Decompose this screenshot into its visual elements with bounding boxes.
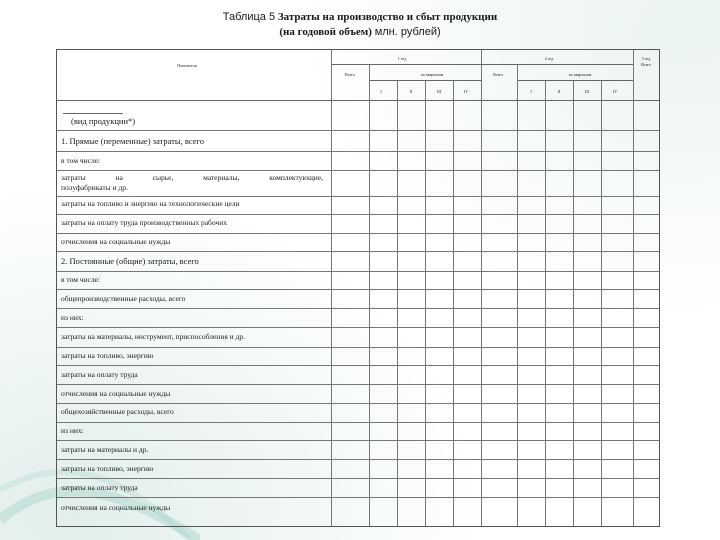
row-line xyxy=(57,478,659,479)
row-labor-2: затраты на оплату труда xyxy=(61,483,138,492)
row-of-them-2: из них: xyxy=(61,426,84,435)
row-social-2: отчисления на социальные нужды xyxy=(61,389,171,398)
row-line xyxy=(57,170,659,171)
header-q1-year2: I xyxy=(530,89,532,94)
product-label: (вид продукции*) xyxy=(71,116,136,126)
row-line xyxy=(57,403,659,404)
row-line xyxy=(57,271,659,272)
header-q3-year1: III xyxy=(437,89,441,94)
header-q3-year2: III xyxy=(585,89,589,94)
header-year1: 1 год xyxy=(397,56,407,61)
row-labor-production: затраты на оплату труда производственных рабочих xyxy=(61,218,227,227)
table-title xyxy=(0,10,720,40)
row-line xyxy=(57,289,659,290)
col-line xyxy=(481,50,482,526)
title-line2-normal: млн. рублей) xyxy=(374,26,441,38)
row-line xyxy=(57,130,659,131)
col-line xyxy=(517,64,518,526)
row-line xyxy=(57,327,659,328)
row-line xyxy=(57,233,659,234)
row-line xyxy=(57,384,659,385)
row-raw-materials-word: на xyxy=(115,173,123,182)
header-year2: 2 год xyxy=(544,56,554,61)
row-line xyxy=(57,497,659,498)
row-including-2: в том числе: xyxy=(61,275,101,284)
header-line-3 xyxy=(517,80,633,81)
header-q4-year1: IV xyxy=(463,89,469,94)
row-raw-materials-word: затраты xyxy=(61,173,86,182)
header-indicator: Показатели xyxy=(177,63,197,68)
header-year1-by-quarters: по кварталам xyxy=(420,72,444,77)
row-social-3: отчисления на социальные нужды xyxy=(61,503,171,512)
header-year3: 3 год xyxy=(641,56,651,61)
row-labor-1: затраты на оплату труда xyxy=(61,370,138,379)
header-year1-total: Всего xyxy=(345,72,355,77)
col-line xyxy=(331,50,332,526)
row-line xyxy=(57,440,659,441)
row-direct-costs-total: 1. Прямые (переменные) затраты, всего xyxy=(61,136,204,146)
header-line-1 xyxy=(331,64,633,65)
row-line xyxy=(57,308,659,309)
title-line2-bold: (на годовой объем) xyxy=(279,26,372,38)
row-materials-tools: затраты на материалы, инструмент, приспособления и др. xyxy=(61,332,245,341)
row-line xyxy=(57,251,659,252)
row-general-business: общехозяйственные расходы, всего xyxy=(61,407,174,416)
row-fixed-costs-total: 2. Постоянные (общие) затраты, всего xyxy=(61,256,199,266)
header-q1-year1: I xyxy=(380,89,382,94)
row-fuel-energy-1: затраты на топливо, энергию xyxy=(61,351,154,360)
row-raw-materials-word: комплектующие, xyxy=(269,173,323,182)
row-line xyxy=(57,196,659,197)
row-line xyxy=(57,365,659,366)
header-q2-year1: II xyxy=(409,89,413,94)
costs-table xyxy=(56,49,660,527)
row-raw-materials xyxy=(61,173,321,193)
row-including: в том числе: xyxy=(61,156,101,165)
row-fuel-energy-2: затраты на топливо, энергию xyxy=(61,464,154,473)
title-main: Затраты на производство и сбыт продукции xyxy=(277,11,498,23)
row-materials-2: затраты на материалы и др. xyxy=(61,445,149,454)
row-line xyxy=(57,347,659,348)
header-year3-total: Всего xyxy=(641,62,651,67)
row-social-1: отчисления на социальные нужды xyxy=(61,237,171,246)
product-underline xyxy=(63,113,123,114)
header-q2-year2: II xyxy=(557,89,561,94)
row-line xyxy=(57,459,659,460)
row-line xyxy=(57,422,659,423)
row-general-production: общепроизводственные расходы, всего xyxy=(61,294,186,303)
header-q4-year2: IV xyxy=(612,89,618,94)
row-raw-materials-line1 xyxy=(61,173,323,183)
title-prefix: Таблица 5 xyxy=(222,11,276,23)
title-line2 xyxy=(0,25,720,40)
col-line xyxy=(369,64,370,526)
row-raw-materials-line2: полуфабрикаты и др. xyxy=(61,183,128,192)
row-fuel-energy-tech: затраты на топливо и энергию на технологические цели xyxy=(61,199,240,208)
row-raw-materials-word: материалы, xyxy=(203,173,240,182)
header-year2-total: Всего xyxy=(493,72,503,77)
header-bottom-line xyxy=(57,100,659,101)
row-of-them-1: из них: xyxy=(61,313,84,322)
header-year2-by-quarters: по кварталам xyxy=(568,72,592,77)
row-line xyxy=(57,214,659,215)
col-line xyxy=(633,50,634,526)
row-line xyxy=(57,151,659,152)
row-raw-materials-word: сырье, xyxy=(152,173,174,182)
